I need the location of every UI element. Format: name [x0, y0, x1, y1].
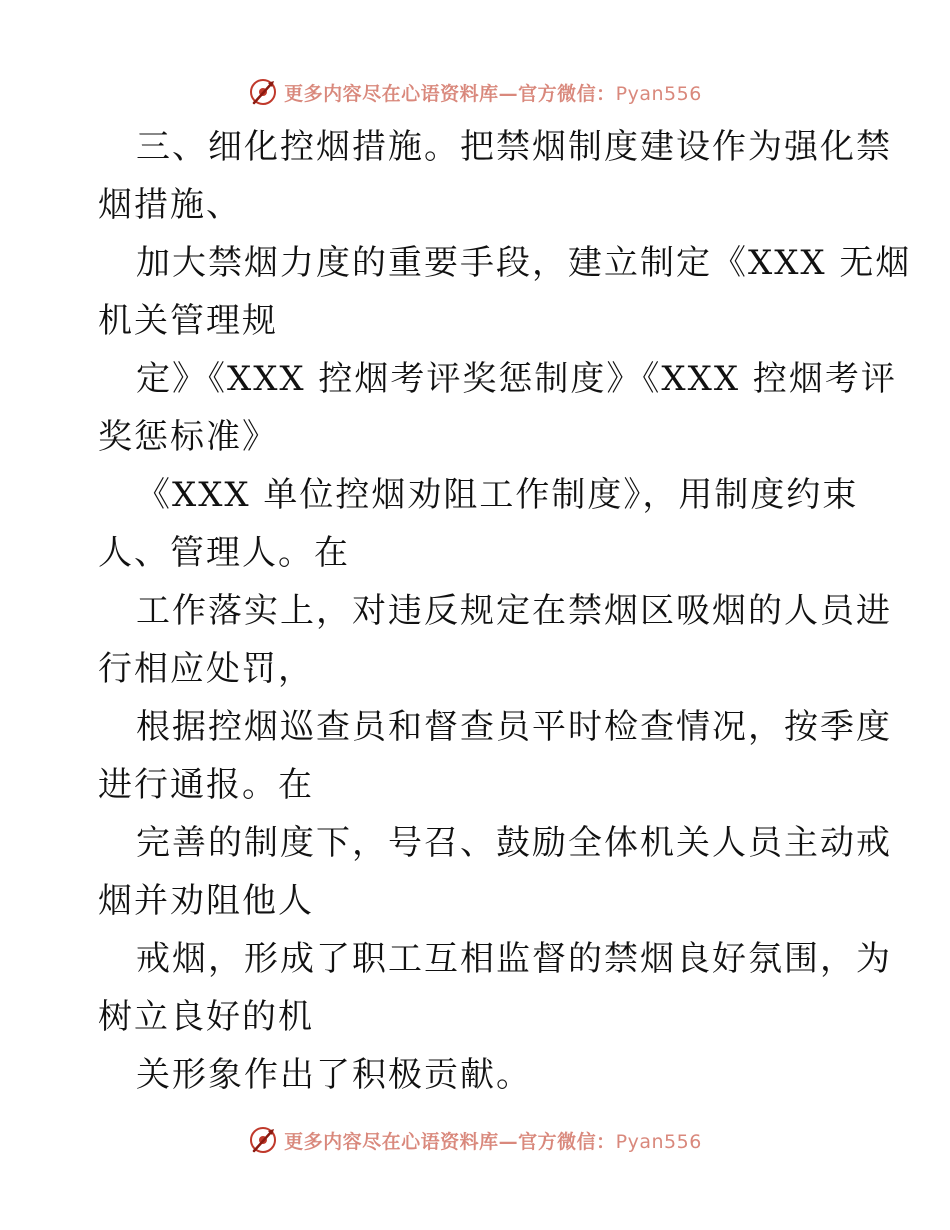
watermark-text: 更多内容尽在心语资料库—官方微信：Pyan556 — [284, 82, 702, 105]
text-line: 烟措施、 — [98, 185, 242, 225]
footer-watermark — [0, 1120, 950, 1160]
quill-logo-icon — [248, 1125, 278, 1155]
text-line: 根据控烟巡查员和督查员平时检查情况，按季度 — [136, 707, 892, 747]
text-line: 进行通报。在 — [98, 765, 314, 805]
text-line: 奖惩标准》 — [98, 417, 278, 457]
text-line: 树立良好的机 — [98, 997, 314, 1037]
text-line: 烟并劝阻他人 — [98, 881, 314, 921]
body-text — [98, 118, 912, 1104]
text-line: 机关管理规 — [98, 301, 278, 341]
text-line: 行相应处罚， — [98, 649, 314, 689]
text-line: 完善的制度下，号召、鼓励全体机关人员主动戒 — [136, 823, 892, 863]
text-line: 工作落实上，对违反规定在禁烟区吸烟的人员进 — [136, 591, 892, 631]
text-line: 关形象作出了积极贡献。 — [136, 1055, 532, 1095]
quill-logo-icon — [248, 77, 278, 107]
text-line: 加大禁烟力度的重要手段，建立制定《XXX 无烟 — [136, 243, 912, 283]
text-line: 人、管理人。在 — [98, 533, 350, 573]
watermark-text: 更多内容尽在心语资料库—官方微信：Pyan556 — [284, 1130, 702, 1153]
header-watermark — [0, 72, 950, 112]
text-line: 戒烟，形成了职工互相监督的禁烟良好氛围，为 — [136, 939, 892, 979]
text-line: 定》《XXX 控烟考评奖惩制度》《XXX 控烟考评 — [136, 359, 897, 399]
text-line: 《XXX 单位控烟劝阻工作制度》，用制度约束 — [136, 475, 859, 515]
text-line: 三、细化控烟措施。把禁烟制度建设作为强化禁 — [136, 127, 892, 167]
